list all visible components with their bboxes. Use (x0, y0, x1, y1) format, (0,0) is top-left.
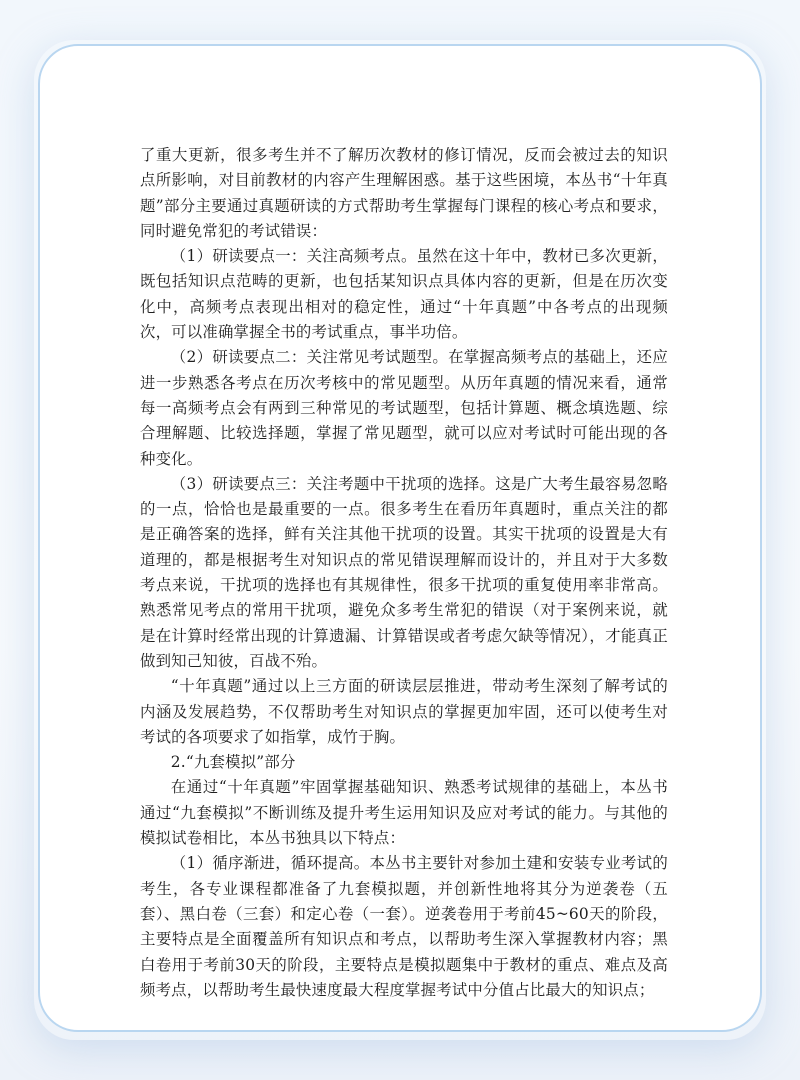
paragraph-summary: “十年真题”通过以上三方面的研读层层推进，带动考生深刻了解考试的内涵及发展趋势，不仅帮助考生对知识点的掌握更加牢固，还可以使考生对考试的各项要求了如指掌，成竹于胸。 (140, 677, 668, 746)
page-text (140, 143, 668, 1003)
paragraph-feature-1: （1）循序渐进，循环提高。本丛书主要针对参加土建和安装专业考试的考生，各专业课程都准备了九套模拟题，并创新性地将其分为逆袭卷（五套）、黑白卷（三套）和定心卷（一套）。逆袭卷用于考前45~60天的阶段，主要特点是全面覆盖所有知识点和考点，以帮助考生深入掌握教材内容；黑白卷用于考前30天的阶段，主要特点是模拟题集中于教材的重点、难点及高频考点，以帮助考生最快速度最大程度掌握考试中分值占比最大的知识点； (140, 854, 668, 999)
book-page (38, 44, 762, 1032)
paragraph-key-point-3: （3）研读要点三：关注考题中干扰项的选择。这是广大考生最容易忽略的一点，恰恰也是最重要的一点。很多考生在看历年真题时，重点关注的都是正确答案的选择，鲜有关注其他干扰项的设置。其实干扰项的设置是大有道理的，都是根据考生对知识点的常见错误理解而设计的，并且对于大多数考点来说，干扰项的选择也有其规律性，很多干扰项的重复使用率非常高。熟悉常见考点的常用干扰项，避免众多考生常犯的错误（对于案例来说，就是在计算时经常出现的计算遗漏、计算错误或者考虑欠缺等情况），才能真正做到知己知彼，百战不殆。 (140, 474, 668, 670)
paragraph-intro-mock: 在通过“十年真题”牢固掌握基础知识、熟悉考试规律的基础上，本丛书通过“九套模拟”不断训练及提升考生运用知识及应对考试的能力。与其他的模拟试卷相比，本丛书独具以下特点： (140, 778, 668, 848)
section-heading: 2.“九套模拟”部分 (170, 753, 296, 772)
paragraph-key-point-1: （1）研读要点一：关注高频考点。虽然在这十年中，教材已多次更新，既包括知识点范畴的更新，也包括某知识点具体内容的更新，但是在历次变化中，高频考点表现出相对的稳定性，通过“十年真题”中各考点的出现频次，可以准确掌握全书的考试重点，事半功倍。 (140, 247, 668, 342)
paragraph-continuation: 了重大更新，很多考生并不了解历次教材的修订情况，反而会被过去的知识点所影响，对目前教材的内容产生理解困惑。基于这些困境，本丛书“十年真题”部分主要通过真题研读的方式帮助考生掌握每门课程的核心考点和要求，同时避免常犯的考试错误： (140, 146, 668, 240)
paragraph-key-point-2: （2）研读要点二：关注常见考试题型。在掌握高频考点的基础上，还应进一步熟悉各考点在历次考核中的常见题型。从历年真题的情况来看，通常每一高频考点会有两到三种常见的考试题型，包括计算题、概念填选题、综合理解题、比较选择题，掌握了常见题型，就可以应对考试时可能出现的各种变化。 (140, 348, 668, 468)
